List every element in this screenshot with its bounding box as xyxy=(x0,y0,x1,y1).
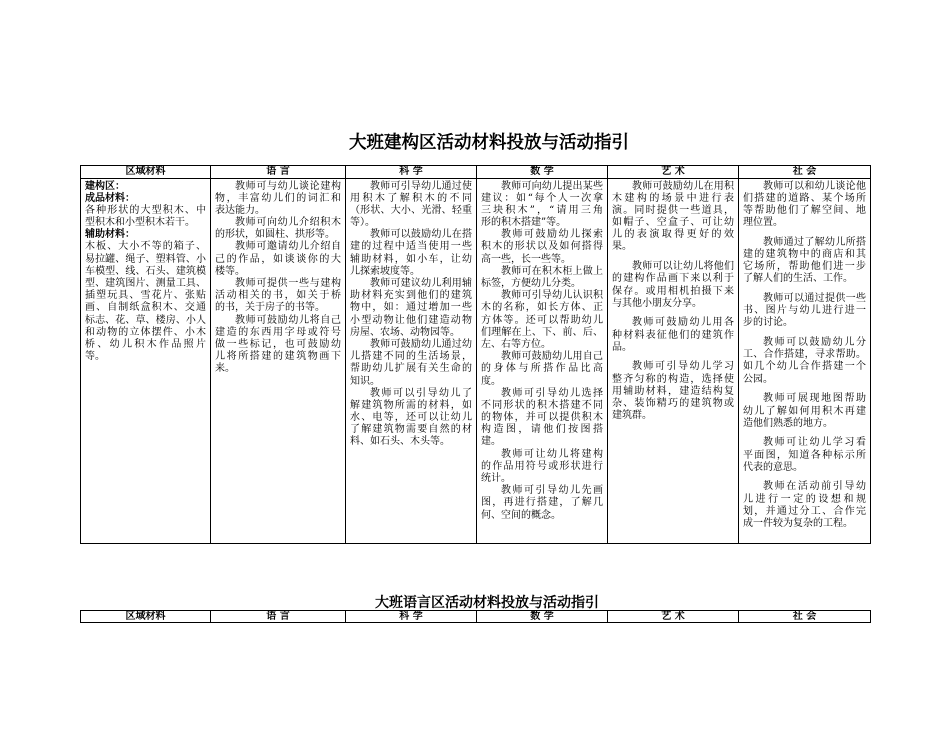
text-line: 教师可鼓励幼儿探索 xyxy=(501,229,603,241)
text-line: 了解人们的生活、工作。 xyxy=(743,273,853,285)
text-line: 教师可展现地图帮助 xyxy=(763,393,866,405)
text-line: 建构区： xyxy=(85,180,125,192)
text-line: 教师可引导幼儿学习 xyxy=(632,361,734,373)
text-line: 的书，关于房子的书等。 xyxy=(215,302,325,314)
header-materials: 区域材料 xyxy=(81,166,211,179)
text-line: 三块积木”，“请用三角 xyxy=(481,204,603,216)
paragraph xyxy=(481,229,603,266)
paragraph xyxy=(85,205,206,229)
header-language: 语 言 xyxy=(211,611,346,623)
text-line: 助材料充实到他们的建筑 xyxy=(350,290,472,302)
text-line: 建筑群。 xyxy=(612,410,652,422)
cell-art xyxy=(608,179,739,544)
paragraph xyxy=(350,229,472,278)
text-line: 的身体与所搭作品比高 xyxy=(481,363,603,375)
text-line: 木建构的场景中进行表 xyxy=(612,192,734,204)
paragraph xyxy=(743,481,866,530)
paragraph xyxy=(85,241,206,363)
text-line: 度。 xyxy=(481,375,501,387)
paragraph xyxy=(743,237,866,286)
text-line: 表达能力。 xyxy=(215,204,265,216)
header-art: 艺 术 xyxy=(608,166,739,179)
construction-area-table xyxy=(80,165,871,544)
cell-social xyxy=(739,179,871,544)
section-title: 大班语言区活动材料投放与活动指引 xyxy=(375,595,599,611)
text-line: 知识。 xyxy=(350,375,380,387)
text-line: 构造图，请他们按图搭 xyxy=(481,424,603,436)
text-line: 木板、大小不等的箱子、 xyxy=(85,241,206,253)
text-line: 公园。 xyxy=(743,373,773,385)
paragraph xyxy=(215,217,341,241)
paragraph xyxy=(481,266,603,290)
header-language: 语 言 xyxy=(211,166,346,179)
text-line: 教师可以和幼儿谈论他 xyxy=(763,180,866,192)
text-line: 品。 xyxy=(612,341,632,353)
text-line: 用积木了解积木的不同 xyxy=(350,192,472,204)
text-line: 幼儿了解如何用积木再建 xyxy=(743,405,866,417)
text-line: 桥、幼儿积木作品照片 xyxy=(85,338,206,350)
text-line: 教师可鼓励幼儿通过幼 xyxy=(370,338,472,350)
language-area-table xyxy=(80,610,871,623)
text-line: 教师可鼓励幼儿将自己 xyxy=(235,314,341,326)
text-line: 教师可引导幼儿先画 xyxy=(501,485,603,497)
header-social: 社 会 xyxy=(739,611,871,623)
text-line: 与其他小朋友分享。 xyxy=(612,297,702,309)
text-line: 不同形状的积木搭建不同 xyxy=(481,399,603,411)
text-line: 书、图片与幼儿进行进一 xyxy=(743,305,866,317)
text-line: 等。 xyxy=(85,351,105,363)
text-line: 教师可鼓励幼儿用各 xyxy=(632,317,734,329)
text-line: 儿的表演取得更好的效 xyxy=(612,229,734,241)
text-line: 水、电等，还可以让幼儿 xyxy=(350,412,472,424)
text-line: 标签，方便幼儿分类。 xyxy=(481,278,581,289)
paragraph xyxy=(215,241,341,278)
text-line: 教师可在积木柜上做上 xyxy=(501,265,603,277)
text-line: 的作品用符号或形状进行 xyxy=(481,460,603,472)
paragraph xyxy=(743,181,866,230)
text-line: 型积木和小型积木若干。 xyxy=(85,217,195,229)
text-line: 建的建筑物中的商店和其 xyxy=(743,248,866,260)
paragraph xyxy=(612,317,734,354)
text-line: 料、如石头、木头等。 xyxy=(350,436,450,448)
text-line: 教师可以让幼儿将他们 xyxy=(632,261,734,273)
text-line: 物中，如：通过增加一些 xyxy=(350,302,472,314)
header-social: 社 会 xyxy=(739,166,871,179)
text-line: 工、合作搭建，寻求帮助。 xyxy=(743,349,866,361)
text-line: 等）。 xyxy=(350,217,375,229)
text-line: 画、自制纸盒积木、交通 xyxy=(85,302,206,314)
text-line: 教师通过了解幼儿所搭 xyxy=(763,236,866,248)
text-line: 教师可以通过提供一些 xyxy=(763,293,866,304)
text-line: 保存。或用相机拍摄下来 xyxy=(612,285,734,297)
header-math: 数 学 xyxy=(477,166,608,179)
text-line: 教师可引导幼儿认识积 xyxy=(501,290,603,302)
text-line: 们搭建的道路、某个场所 xyxy=(743,192,866,204)
header-art: 艺 术 xyxy=(608,611,739,623)
cell-materials xyxy=(81,179,211,544)
text-line: 教师可以鼓励幼儿分 xyxy=(763,337,866,349)
paragraph xyxy=(350,278,472,339)
text-line: 划，并通过分工、合作完 xyxy=(743,505,866,517)
table-header-row xyxy=(81,611,871,623)
text-line: 儿进行一定的设想和规 xyxy=(743,493,866,505)
text-line: 教师可鼓励幼儿用自己 xyxy=(501,351,603,363)
paragraph xyxy=(481,290,603,351)
text-line: 辅助材料，如小车，让幼 xyxy=(350,253,472,265)
text-line: 各种形状的大型积木、中 xyxy=(85,204,206,216)
text-line: 教师在活动前引导幼 xyxy=(763,481,866,493)
paragraph xyxy=(350,339,472,388)
paragraph xyxy=(743,393,866,430)
text-line: 图，再进行搭建，了解几 xyxy=(481,497,603,509)
section-label xyxy=(85,181,206,193)
text-line: 等帮助他们了解空间、地 xyxy=(743,204,866,216)
cell-language xyxy=(211,179,346,544)
paragraph xyxy=(215,315,341,376)
text-line: 教师可引导幼儿选择 xyxy=(501,387,603,399)
text-line: 演。同时提供一些道具， xyxy=(612,204,734,216)
text-line: 己的作品，如谈谈你的大 xyxy=(215,253,341,265)
text-line: 积木的形状以及如何搭得 xyxy=(481,241,603,253)
section-label xyxy=(85,193,206,205)
text-line: 教师可邀请幼儿介绍自 xyxy=(235,241,341,253)
text-line: 解建筑物所需的材料，如 xyxy=(350,399,472,411)
cell-math xyxy=(477,179,608,544)
text-line: 易拉罐、绳子、塑料管、小 xyxy=(85,253,206,265)
text-line: 房屋、农场、动物园等。 xyxy=(350,326,460,338)
header-math: 数 学 xyxy=(477,611,608,623)
paragraph xyxy=(350,388,472,449)
text-line: 做一些标记，也可鼓励幼 xyxy=(215,338,341,350)
text-line: 木的名称，如长方体、正 xyxy=(481,302,603,314)
text-line: 统计。 xyxy=(481,473,511,484)
text-line: 物，丰富幼儿们的词汇和 xyxy=(215,192,341,204)
text-line: 造他们熟悉的地方。 xyxy=(743,417,833,429)
paragraph xyxy=(481,449,603,486)
paragraph xyxy=(743,337,866,386)
header-science: 科 学 xyxy=(346,611,477,623)
text-line: 果。 xyxy=(612,241,632,253)
text-line: 成一件较为复杂的工程。 xyxy=(743,518,853,529)
table-row xyxy=(81,179,871,544)
text-line: 方体等。还可以帮助幼儿 xyxy=(481,314,603,326)
text-line: 代表的意思。 xyxy=(743,461,803,473)
text-line: 整齐匀称的构造，选择使 xyxy=(612,373,734,385)
text-line: 建。 xyxy=(481,436,501,448)
text-line: 教师可与幼儿谈论建构 xyxy=(235,180,341,192)
text-line: 建造的东西用字母或符号 xyxy=(215,326,341,338)
paragraph xyxy=(481,181,603,230)
text-line: 儿探索坡度等。 xyxy=(350,265,420,277)
text-line: 和动物的立体摆件、小木 xyxy=(85,326,206,338)
section-label xyxy=(85,229,206,241)
text-line: 杂、装饰精巧的建筑物或 xyxy=(612,398,734,409)
text-line: 活动相关的书，如关于桥 xyxy=(215,290,341,302)
header-materials: 区域材料 xyxy=(81,611,211,623)
text-line: 教师可让幼儿学习看 xyxy=(763,437,866,449)
text-line: 儿将所搭建的建筑物画下 xyxy=(215,351,341,363)
text-line: 小型动物让他们建造动物 xyxy=(350,314,472,326)
text-line: 教师可以引导幼儿了 xyxy=(370,387,472,399)
text-line: 成品材料： xyxy=(85,192,135,204)
cell-science xyxy=(346,179,477,544)
paragraph xyxy=(350,181,472,230)
text-line: 它场所，帮助他们进一步 xyxy=(743,261,866,273)
text-line: 教师可引导幼儿通过使 xyxy=(370,180,472,192)
page-title: 大班建构区活动材料投放与活动指引 xyxy=(349,133,629,153)
text-line: 理位置。 xyxy=(743,217,783,229)
text-line: 们理解在上、下、前、后、 xyxy=(481,326,603,338)
text-line: 建的过程中适当使用一些 xyxy=(350,241,472,253)
paragraph xyxy=(215,278,341,315)
text-line: 左、右等方位。 xyxy=(481,338,551,350)
paragraph xyxy=(612,361,734,422)
text-line: 标志、花、草、楼房、小人 xyxy=(85,314,206,326)
text-line: 形的积木搭建”等。 xyxy=(481,217,567,229)
text-line: 辅助材料： xyxy=(85,229,135,241)
text-line: 帮助幼儿扩展有关生命的 xyxy=(350,363,472,375)
text-line: 教师可鼓励幼儿在用积 xyxy=(632,180,734,192)
text-line: 种材料表征他们的建筑作 xyxy=(612,329,734,341)
text-line: 的建构作品画下来以利于 xyxy=(612,273,734,285)
paragraph xyxy=(743,293,866,330)
text-line: 的形状，如圆柱、拱形等。 xyxy=(215,229,335,241)
text-line: 儿搭建不同的生活场景， xyxy=(350,351,472,363)
table-header-row xyxy=(81,166,871,179)
text-line: 教师可建议幼儿利用辅 xyxy=(370,278,472,289)
text-line: 高一些，长一些等。 xyxy=(481,253,571,265)
header-science: 科 学 xyxy=(346,166,477,179)
text-line: 步的讨论。 xyxy=(743,317,793,329)
text-line: 教师可提供一些与建构 xyxy=(235,278,341,289)
paragraph xyxy=(481,388,603,449)
text-line: 型、建筑图片、测量工具、 xyxy=(85,278,206,289)
text-line: （形状、大小、光滑、轻重 xyxy=(350,204,472,216)
text-line: 教师可让幼儿将建构 xyxy=(501,448,603,460)
text-line: 车模型、线、石头、建筑模 xyxy=(85,265,206,277)
paragraph xyxy=(481,351,603,388)
text-line: 用辅助材料，建造结构复 xyxy=(612,385,734,397)
paragraph xyxy=(215,181,341,218)
paragraph xyxy=(743,437,866,474)
text-line: 教师可向幼儿提出某些 xyxy=(501,180,603,192)
text-line: 如帽子、空盒子、可让幼 xyxy=(612,217,734,229)
text-line: 的物体，并可以提供积木 xyxy=(481,412,603,424)
text-line: 如几个幼儿合作搭建一个 xyxy=(743,361,866,373)
text-line: 建议：如“每个人一次拿 xyxy=(481,192,603,204)
text-line: 教师可向幼儿介绍积木 xyxy=(235,217,341,229)
text-line: 何、空间的概念。 xyxy=(481,509,561,521)
paragraph xyxy=(481,485,603,522)
text-line: 了解建筑物需要自然的材 xyxy=(350,424,472,436)
text-line: 平面图，知道各种标示所 xyxy=(743,449,866,461)
paragraph xyxy=(612,261,734,310)
paragraph xyxy=(612,181,734,254)
text-line: 楼等。 xyxy=(215,265,245,277)
text-line: 插塑玩具、雪花片、张贴 xyxy=(85,290,206,302)
text-line: 来。 xyxy=(215,363,235,375)
text-line: 教师可以鼓励幼儿在搭 xyxy=(370,229,472,241)
